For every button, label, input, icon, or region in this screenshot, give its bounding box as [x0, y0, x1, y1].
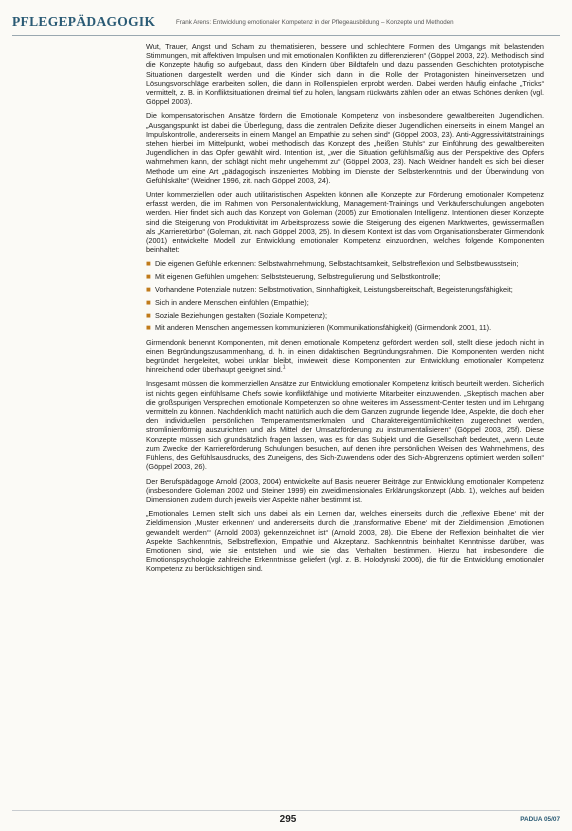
issue-label: PADUA 05/07 [520, 816, 560, 823]
paragraph: Unter kommerziellen oder auch utilitaristischen Aspekten können alle Konzepte zur Förderung emotionaler Kompetenz erfasst werden, die im Rahmen von Personalentwicklung, Management-Trainings und Verkäuferschulungen angeboten werden. Hier findet sich auch das Konzept von Goleman (2005) zur Emotionalen Intelligenz. Intentionen dieser Konzepte sind die Steigerung von Produktivität im Arbeitsprozess sowie die Steigerung des eigenen Marktwertes, gewissermaßen als „Karrieretürbo“ (Goleman, zit. nach Göppel 2003, 25). In diesem Kontext ist das vom Organisationsberater Girmendonk (2001) entwickelte Modell zur Entwicklung emotionaler Kompetenz einzuordnen, welches folgende Komponenten beinhaltet: [146, 190, 544, 255]
paragraph: Der Berufspädagoge Arnold (2003, 2004) entwickelte auf Basis neuerer Beiträge zur Entwicklung emotionaler Kompetenz (insbesondere Goleman 2002 und Steiner 1999) ein zweidimensionales Erklärungskonzept (Abb. 1), welches auf beiden Dimensionen zudem durch jeweils vier Aspekte näher bestimmt ist. [146, 476, 544, 504]
bullet-icon: ■ [146, 310, 151, 320]
list-item: ■ Mit anderen Menschen angemessen kommunizieren (Kommunikationsfähigkeit) (Girmendonk 2001, 11). [146, 323, 492, 333]
paragraph: Wut, Trauer, Angst und Scham zu thematisieren, bessere und schlechtere Formen des Umgangs mit belastenden Stimmungen, mit affektiven Impulsen und mit emotionalen Konflikten zu differenzieren“ (Göppel 2003, 22). Methodisch sind die Konzepte häufig so aufgebaut, dass den Kindern über Bildtafeln und dazu passenden Geschichten prototypische Situationen dargestellt werden und die Kinder sich dann in die Rolle der Protagonisten hineinversetzen und Lösungsvorschläge erarbeiten sollen, die dann in Rollenspielen erprobt werden. Dabei werden häufig einfache „Tricks“ vermittelt, z. B. in Konfliktsituationen dreimal tief zu holen, langsam rückwärts zählen oder an etwas Schönes denken (vgl. Göppel 2003). [146, 42, 544, 107]
journal-brand: PFLEGEPÄDAGOGIK [12, 14, 156, 29]
component-list [146, 259, 544, 332]
list-item: ■ Mit eigenen Gefühlen umgehen: Selbststeuerung, Selbstregulierung und Selbstkontrolle; [146, 272, 441, 282]
bullet-icon: ■ [146, 259, 151, 269]
footnote-marker[interactable]: 1 [282, 364, 286, 371]
bullet-icon: ■ [146, 285, 151, 295]
footer-divider [12, 810, 560, 811]
article-body [146, 42, 544, 579]
bullet-icon: ■ [146, 297, 151, 307]
bullet-icon: ■ [146, 323, 151, 333]
list-item: ■ Vorhandene Potenziale nutzen: Selbstmotivation, Sinnhaftigkeit, Leistungsbereitschaft, Begeisterungsfähigkeit; [146, 285, 513, 295]
bullet-icon: ■ [146, 272, 151, 282]
list-item: ■ Sich in andere Menschen einfühlen (Empathie); [146, 297, 309, 307]
paragraph: Die kompensatorischen Ansätze fördern die Emotionale Kompetenz von insbesondere gewaltbereiten Jugendlichen. „Ausgangspunkt ist dabei die Überlegung, dass die zentralen Defizite dieser Jugendlichen einerseits in einem Mangel an Impulskontrolle, andererseits in einem Mangel an Empathie zu sehen sind“ (Göppel 2003, 23). Anti-Aggressivitätstrainings stehen hierbei im Mittelpunkt, wobei methodisch das Konzept des „heißen Stuhls“ zur Einführung des gewaltbereiten Jugendlichen in das Opfer gewählt wird. Intention ist, „wer die Situation gefühlsmäßig aus der Perspektive des Opfers wahrnehmen kann, der schlägt nicht mehr ungehemmt zu“ (Göppel 2003, 23). Nach Weidner handelt es sich bei dieser Methode um eine Art „pädagogisch inszeniertes Mobbing im Dienste der Selbsterkenntnis und der Überwindung von Gefühlskälte“ (Weidner 1996, zit. nach Göppel 2003, 24). [146, 111, 544, 185]
paragraph: Girmendonk benennt Komponenten, mit denen emotionale Kompetenz gefördert werden soll, stellt diese jedoch nicht in einen Begründungszusammenhang, d. h. in einen didaktischen Begründungsrahmen. Die Komponenten werden nicht begründet hergeleitet, wobei unklar bleibt, inwieweit diese Komponenten zur Entwicklung emotionaler Kompetenz hinreichend oder überhaupt geeignet sind.$^1$ [146, 337, 544, 375]
running-title: Frank Arens: Entwicklung emotionaler Kompetenz in der Pflegeausbildung – Konzepte und Methoden [176, 19, 454, 26]
paragraph: Insgesamt müssen die kommerziellen Ansätze zur Entwicklung emotionaler Kompetenz kritisch beurteilt werden. Sicherlich ist nichts gegen einfühlsame Chefs sowie konfliktfähige und motivierte Mitarbeiter einzuwenden. „Skeptisch machen aber die großspurigen Versprechen emotionale Kompetenzen so ohne weiteres im Assessment-Center testen und im Lehrgang vermitteln zu können. Nachdenklich macht natürlich auch die dem Ganzen zugrunde liegende Idee, Aspekte, die doch eher den individuellen persönlichen Temperamentsmerkmalen und Charaktereigentümlichkeiten zugerechnet werden, stromlinienförmig auszurichten und als Mittel der Umsatzförderung zu instrumentalisieren“ (Göppel 2003, 25f). Diese Konzepte müssen sich grundsätzlich fragen lassen, was es für das Subjekt und die Gesellschaft bedeutet, „wenn Leute zum Zwecke der Karriereförderung Schulungen besuchen, auf denen ihre persönlichen Weisen des Wahrnehmens, des Fühlens, des Gefühlsausdrucks, des Zuneigens, des Sich-Zuwendens oder des Sich-Abgrenzens optimiert werden sollen“ (Göppel 2003, 26). [146, 379, 544, 472]
paragraph: „Emotionales Lernen stellt sich uns dabei als ein Lernen dar, welches einerseits durch die ‚reflexive Ebene‘ mit der Zieldimension ‚Muster erkennen‘ und andererseits durch die ‚transformative Ebene‘ mit der Zieldimension ‚Emotionen gewandelt werden‘“ (Arnold 2003) gekennzeichnet ist“ (Arnold 2003, 28). Die Ebene der Reflexion beinhaltet die vier Aspekte Sachkenntnis, Selbstreflexion, Empathie und Akzeptanz. Sachkenntnis beinhaltet Kenntnisse darüber, was Emotionen sind, wie sie entstehen und wie sie das Verhalten bestimmen. Hierzu hat insbesondere die Emotionspsychologie zahlreiche Erkenntnisse geliefert (vgl. z. B. Holodynski 2006), die für die Entwicklung emotionaler Kompetenz zu berücksichtigen sind. [146, 509, 544, 574]
header-divider [12, 35, 560, 36]
page-header [0, 0, 572, 40]
list-item: ■ Soziale Beziehungen gestalten (Soziale Kompetenz); [146, 310, 327, 320]
page-number: 295 [279, 814, 297, 825]
page-footer [0, 806, 572, 831]
list-item: ■ Die eigenen Gefühle erkennen: Selbstwahrnehmung, Selbstachtsamkeit, Selbstreflexion und Selbstbewusstsein; [146, 259, 519, 269]
